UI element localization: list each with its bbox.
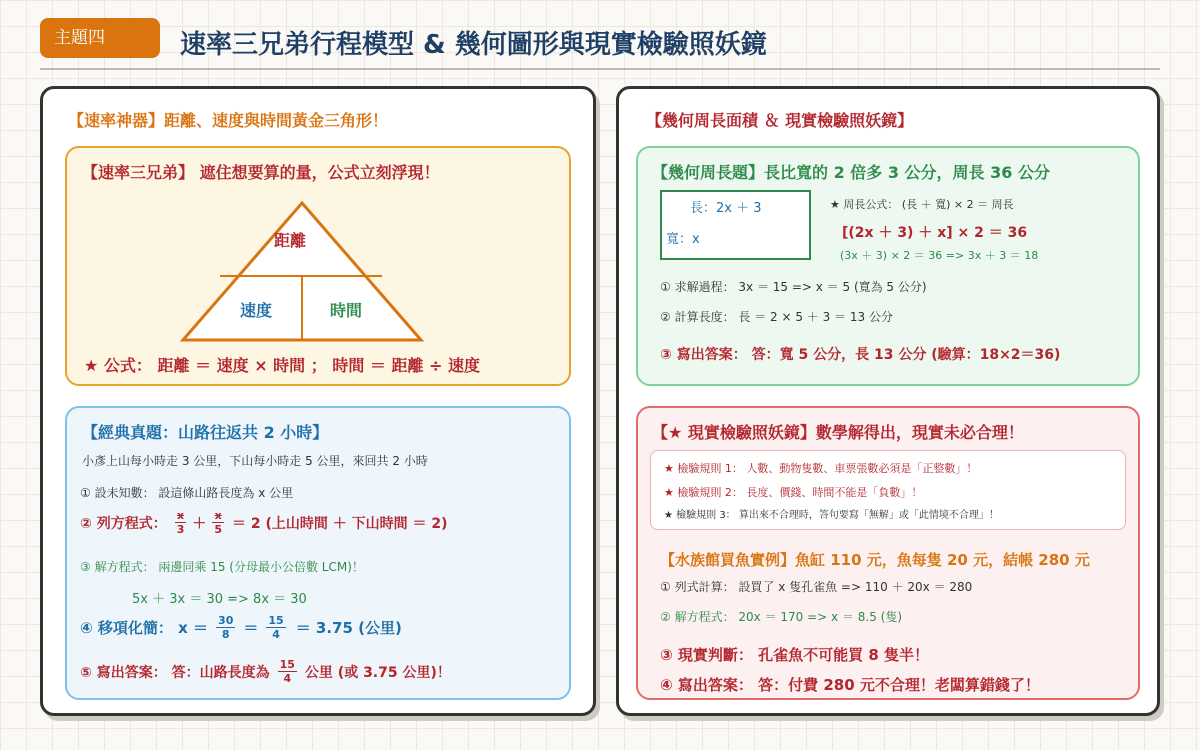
geometry-title: 【幾何周長題】長比寬的 2 倍多 3 公分，周長 36 公分 [652, 163, 1050, 182]
fraction-30-over-8 [216, 614, 235, 641]
triangle-label-distance: 距離 [274, 231, 307, 250]
classic-step-1: ① 設未知數： 設這條山路長度為 x 公里 [80, 486, 294, 500]
fraction-15-over-4 [266, 614, 285, 641]
reality-rule-3: ★ 檢驗規則 3： 算出來不合理時，答句要寫「無解」或「此情境不合理」！ [664, 510, 999, 521]
classic-step-3: ③ 解方程式： 兩邊同乘 15 (分母最小公倍數 LCM)！ [80, 560, 364, 574]
fraction-denominator: 4 [283, 672, 292, 685]
classic-step-2 [80, 509, 448, 536]
fraction-denominator: 5 [214, 523, 223, 536]
speed-box-title: 【速率三兄弟】 遮住想要算的量，公式立刻浮現！ [82, 163, 440, 182]
perimeter-simplified: (3x ＋ 3) × 2 ＝ 36 => 3x ＋ 3 ＝ 18 [840, 249, 1039, 262]
fraction-numerator: x [212, 509, 224, 523]
classic-step-5-label: ⑤ 寫出答案： 答：山路長度為 [80, 664, 270, 681]
speed-formula: ★ 公式： 距離 ＝ 速度 × 時間 ； 時間 ＝ 距離 ÷ 速度 [84, 356, 481, 375]
fraction-denominator: 3 [176, 523, 185, 536]
classic-title: 【經典真題：山路往返共 2 小時】 [82, 423, 329, 442]
fraction-denominator: 4 [272, 628, 280, 641]
topic-tag: 主題四 [40, 18, 160, 58]
fraction-numerator: x [175, 509, 187, 523]
reality-title: 【★ 現實檢驗照妖鏡】數學解得出，現實未必合理！ [652, 423, 1024, 442]
perimeter-formula-note: ★ 周長公式： (長 ＋ 寬) × 2 ＝ 周長 [830, 198, 1014, 211]
triangle-label-time: 時間 [330, 301, 363, 320]
rectangle-width-label: 寬：x [666, 232, 700, 247]
example-title: 【水族館買魚實例】魚缸 110 元，魚每隻 20 元，結帳 280 元 [660, 551, 1090, 569]
example-step-1: ① 列式計算： 設買了 x 隻孔雀魚 => 110 ＋ 20x ＝ 280 [660, 580, 973, 594]
speed-triangle-diagram [180, 200, 424, 344]
classic-step-4 [80, 614, 402, 641]
classic-problem-box [65, 406, 571, 700]
classic-step-2-rest: ＝ 2 (上山時間 ＋ 下山時間 ＝ 2) [232, 515, 448, 532]
fraction-15-over-4-answer [278, 658, 297, 685]
classic-step-5 [80, 658, 451, 685]
fraction-denominator: 8 [221, 628, 230, 641]
geometry-step-3: ③ 寫出答案： 答：寬 5 公分，長 13 公分 (驗算：18×2＝36) [660, 347, 1061, 363]
fraction-x-over-3 [175, 509, 187, 536]
fraction-numerator: 15 [268, 614, 284, 627]
classic-description: 小彥上山每小時走 3 公里，下山每小時走 5 公里，來回共 2 小時 [82, 454, 428, 468]
fraction-numerator: 30 [218, 614, 234, 627]
right-heading: 【幾何周長面積 ＆ 現實檢驗照妖鏡】 [646, 111, 914, 130]
reality-rule-1: ★ 檢驗規則 1： 人數、動物隻數、車票張數必須是「正整數」！ [664, 462, 978, 475]
geometry-step-2: ② 計算長度： 長 ＝ 2 × 5 ＋ 3 ＝ 13 公分 [660, 310, 893, 324]
fraction-numerator: 15 [279, 658, 295, 671]
example-step-4: ④ 寫出答案： 答：付費 280 元不合理！老闆算錯錢了！ [660, 676, 1040, 694]
fraction-x-over-5 [212, 509, 224, 536]
reality-rule-2: ★ 檢驗規則 2： 長度、價錢、時間不能是「負數」！ [664, 486, 923, 499]
plus-sign: ＋ [192, 515, 207, 532]
perimeter-equation: [(2x ＋ 3) ＋ x] × 2 ＝ 36 [842, 225, 1028, 241]
rectangle-length-label: 長：2x ＋ 3 [690, 201, 762, 216]
classic-step-2-label: ② 列方程式： [80, 515, 167, 532]
triangle-label-speed: 速度 [240, 301, 273, 320]
header-divider [40, 68, 1160, 70]
classic-step-4-rest: ＝ 3.75 (公里) [295, 619, 402, 637]
classic-step-4-label: ④ 移項化簡： x ＝ [80, 619, 209, 637]
example-step-3: ③ 現實判斷： 孔雀魚不可能買 8 隻半！ [660, 646, 930, 664]
geometry-step-1: ① 求解過程： 3x ＝ 15 => x ＝ 5 (寬為 5 公分) [660, 280, 927, 294]
classic-step-3-equation: 5x ＋ 3x ＝ 30 => 8x ＝ 30 [132, 592, 307, 607]
classic-step-5-rest: 公里 (或 3.75 公里)！ [304, 664, 451, 681]
left-heading: 【速率神器】距離、速度與時間黃金三角形！ [68, 111, 389, 130]
equals-sign: ＝ [243, 619, 259, 637]
example-step-2: ② 解方程式： 20x ＝ 170 => x ＝ 8.5 (隻) [660, 610, 903, 624]
page-title: 速率三兄弟行程模型 & 幾何圖形與現實檢驗照妖鏡 [180, 30, 767, 60]
